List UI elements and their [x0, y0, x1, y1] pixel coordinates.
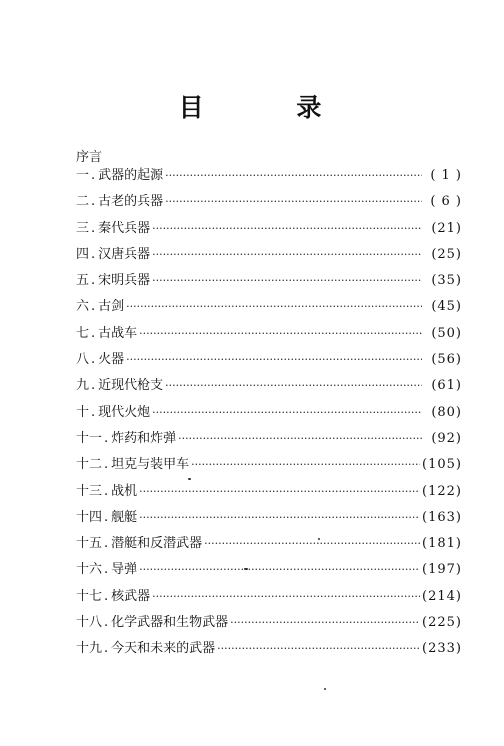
- entry-title: 炸药和炸弹: [111, 430, 177, 446]
- entry-title: 今天和未来的武器: [111, 641, 216, 657]
- entry-separator: .: [104, 588, 109, 604]
- entry-page: (92): [431, 430, 462, 446]
- scan-speck: [324, 688, 326, 690]
- toc-entry: [76, 637, 462, 663]
- toc-entry: [76, 243, 462, 269]
- entry-page: (25): [431, 246, 462, 262]
- dot-leader: [165, 195, 422, 208]
- dot-leader: [139, 563, 420, 576]
- entry-separator: .: [91, 194, 96, 210]
- entry-page: (122): [422, 483, 462, 499]
- toc-entry: [76, 322, 462, 348]
- entry-page: (35): [431, 273, 462, 289]
- dot-leader: [178, 432, 422, 445]
- entry-separator: .: [91, 404, 96, 420]
- entry-page: (50): [431, 325, 462, 341]
- entry-number: 六: [76, 299, 90, 315]
- page-title: 目 录: [178, 93, 364, 122]
- dot-leader: [152, 274, 422, 287]
- toc-entry: [76, 453, 462, 479]
- entry-page: ( 6 ): [430, 194, 462, 210]
- dot-leader: [230, 616, 420, 629]
- entry-separator: .: [104, 457, 109, 473]
- entry-title: 核武器: [111, 588, 151, 604]
- dot-leader: [165, 379, 422, 392]
- entry-separator: .: [91, 325, 96, 341]
- entry-page: (61): [431, 378, 462, 394]
- entry-page: (56): [431, 352, 462, 368]
- entry-separator: .: [91, 299, 96, 315]
- entry-title: 宋明兵器: [98, 273, 151, 289]
- entry-page: ( 1 ): [430, 168, 462, 183]
- dot-leader: [126, 353, 422, 366]
- entry-separator: .: [104, 430, 109, 446]
- entry-number: 十七: [76, 588, 103, 604]
- dot-leader: [126, 300, 422, 313]
- entry-page: (233): [422, 641, 462, 657]
- entry-separator: .: [91, 246, 96, 262]
- toc-entry: [76, 374, 462, 400]
- entry-title: 导弹: [111, 562, 138, 578]
- entry-separator: .: [91, 352, 96, 368]
- dot-leader: [217, 642, 420, 655]
- entry-number: 十五: [76, 536, 103, 552]
- entry-separator: .: [104, 536, 109, 552]
- entry-page: (197): [422, 562, 462, 578]
- entry-title: 古老的兵器: [98, 194, 164, 210]
- entry-title: 火器: [98, 352, 125, 368]
- dot-leader: [152, 222, 422, 235]
- entry-page: (21): [431, 220, 462, 236]
- entry-number: 十三: [76, 483, 103, 499]
- entry-number: 一: [76, 168, 90, 183]
- entry-number: 九: [76, 378, 90, 394]
- entry-title: 现代火炮: [98, 404, 151, 420]
- entry-title: 潜艇和反潜武器: [111, 536, 203, 552]
- toc-entry: [76, 190, 462, 216]
- entry-separator: .: [104, 483, 109, 499]
- entry-separator: .: [104, 562, 109, 578]
- entry-page: (163): [422, 509, 462, 525]
- entry-number: 十四: [76, 509, 103, 525]
- entry-page: (214): [422, 588, 462, 604]
- entry-number: 八: [76, 352, 90, 368]
- scan-speck: [244, 568, 248, 570]
- entry-number: 十: [76, 404, 90, 420]
- entry-number: 十九: [76, 641, 103, 657]
- entry-number: 十二: [76, 457, 103, 473]
- entry-title: 舰艇: [111, 509, 138, 525]
- entry-number: 七: [76, 325, 90, 341]
- preface-entry: 序言: [76, 150, 103, 165]
- toc-entry: [76, 558, 462, 584]
- dot-leader: [139, 511, 420, 524]
- toc-entry: [76, 348, 462, 374]
- entry-separator: .: [91, 168, 96, 183]
- toc-entry: [76, 295, 462, 321]
- entry-number: 二: [76, 194, 90, 210]
- entry-number: 五: [76, 273, 90, 289]
- dot-leader: [204, 537, 420, 550]
- entry-page: (45): [431, 299, 462, 315]
- toc-entry: [76, 401, 462, 427]
- entry-number: 十六: [76, 562, 103, 578]
- scan-speck: [188, 478, 191, 480]
- entry-number: 三: [76, 220, 90, 236]
- entry-title: 化学武器和生物武器: [111, 615, 229, 631]
- dot-leader: [152, 590, 420, 603]
- entry-number: 十八: [76, 615, 103, 631]
- entry-separator: .: [91, 378, 96, 394]
- entry-title: 近现代枪支: [98, 378, 164, 394]
- toc-entry: [76, 217, 462, 243]
- entry-page: (105): [422, 457, 462, 473]
- entry-number: 四: [76, 246, 90, 262]
- entry-separator: .: [104, 615, 109, 631]
- dot-leader: [152, 406, 422, 419]
- entry-page: (181): [422, 536, 462, 552]
- toc-entry: [76, 506, 462, 532]
- toc-entry: [76, 427, 462, 453]
- toc-entry: [76, 532, 462, 558]
- table-of-contents: [76, 164, 462, 664]
- entry-title: 武器的起源: [98, 168, 164, 183]
- dot-leader: [139, 485, 420, 498]
- entry-separator: .: [91, 220, 96, 236]
- entry-title: 古战车: [98, 325, 138, 341]
- scan-speck: [318, 538, 320, 540]
- toc-entry: [76, 611, 462, 637]
- toc-entry: [76, 269, 462, 295]
- dot-leader: [139, 327, 422, 340]
- entry-separator: .: [104, 641, 109, 657]
- toc-entry: [76, 164, 462, 190]
- dot-leader: [165, 169, 422, 182]
- entry-title: 古剑: [98, 299, 125, 315]
- entry-title: 坦克与装甲车: [111, 457, 190, 473]
- entry-title: 秦代兵器: [98, 220, 151, 236]
- entry-title: 战机: [111, 483, 138, 499]
- entry-separator: .: [104, 509, 109, 525]
- entry-separator: .: [91, 273, 96, 289]
- entry-title: 汉唐兵器: [98, 246, 151, 262]
- toc-entry: [76, 480, 462, 506]
- dot-leader: [152, 248, 422, 261]
- toc-entry: [76, 585, 462, 611]
- dot-leader: [191, 458, 420, 471]
- entry-number: 十一: [76, 430, 103, 446]
- entry-page: (225): [422, 615, 462, 631]
- entry-page: (80): [431, 404, 462, 420]
